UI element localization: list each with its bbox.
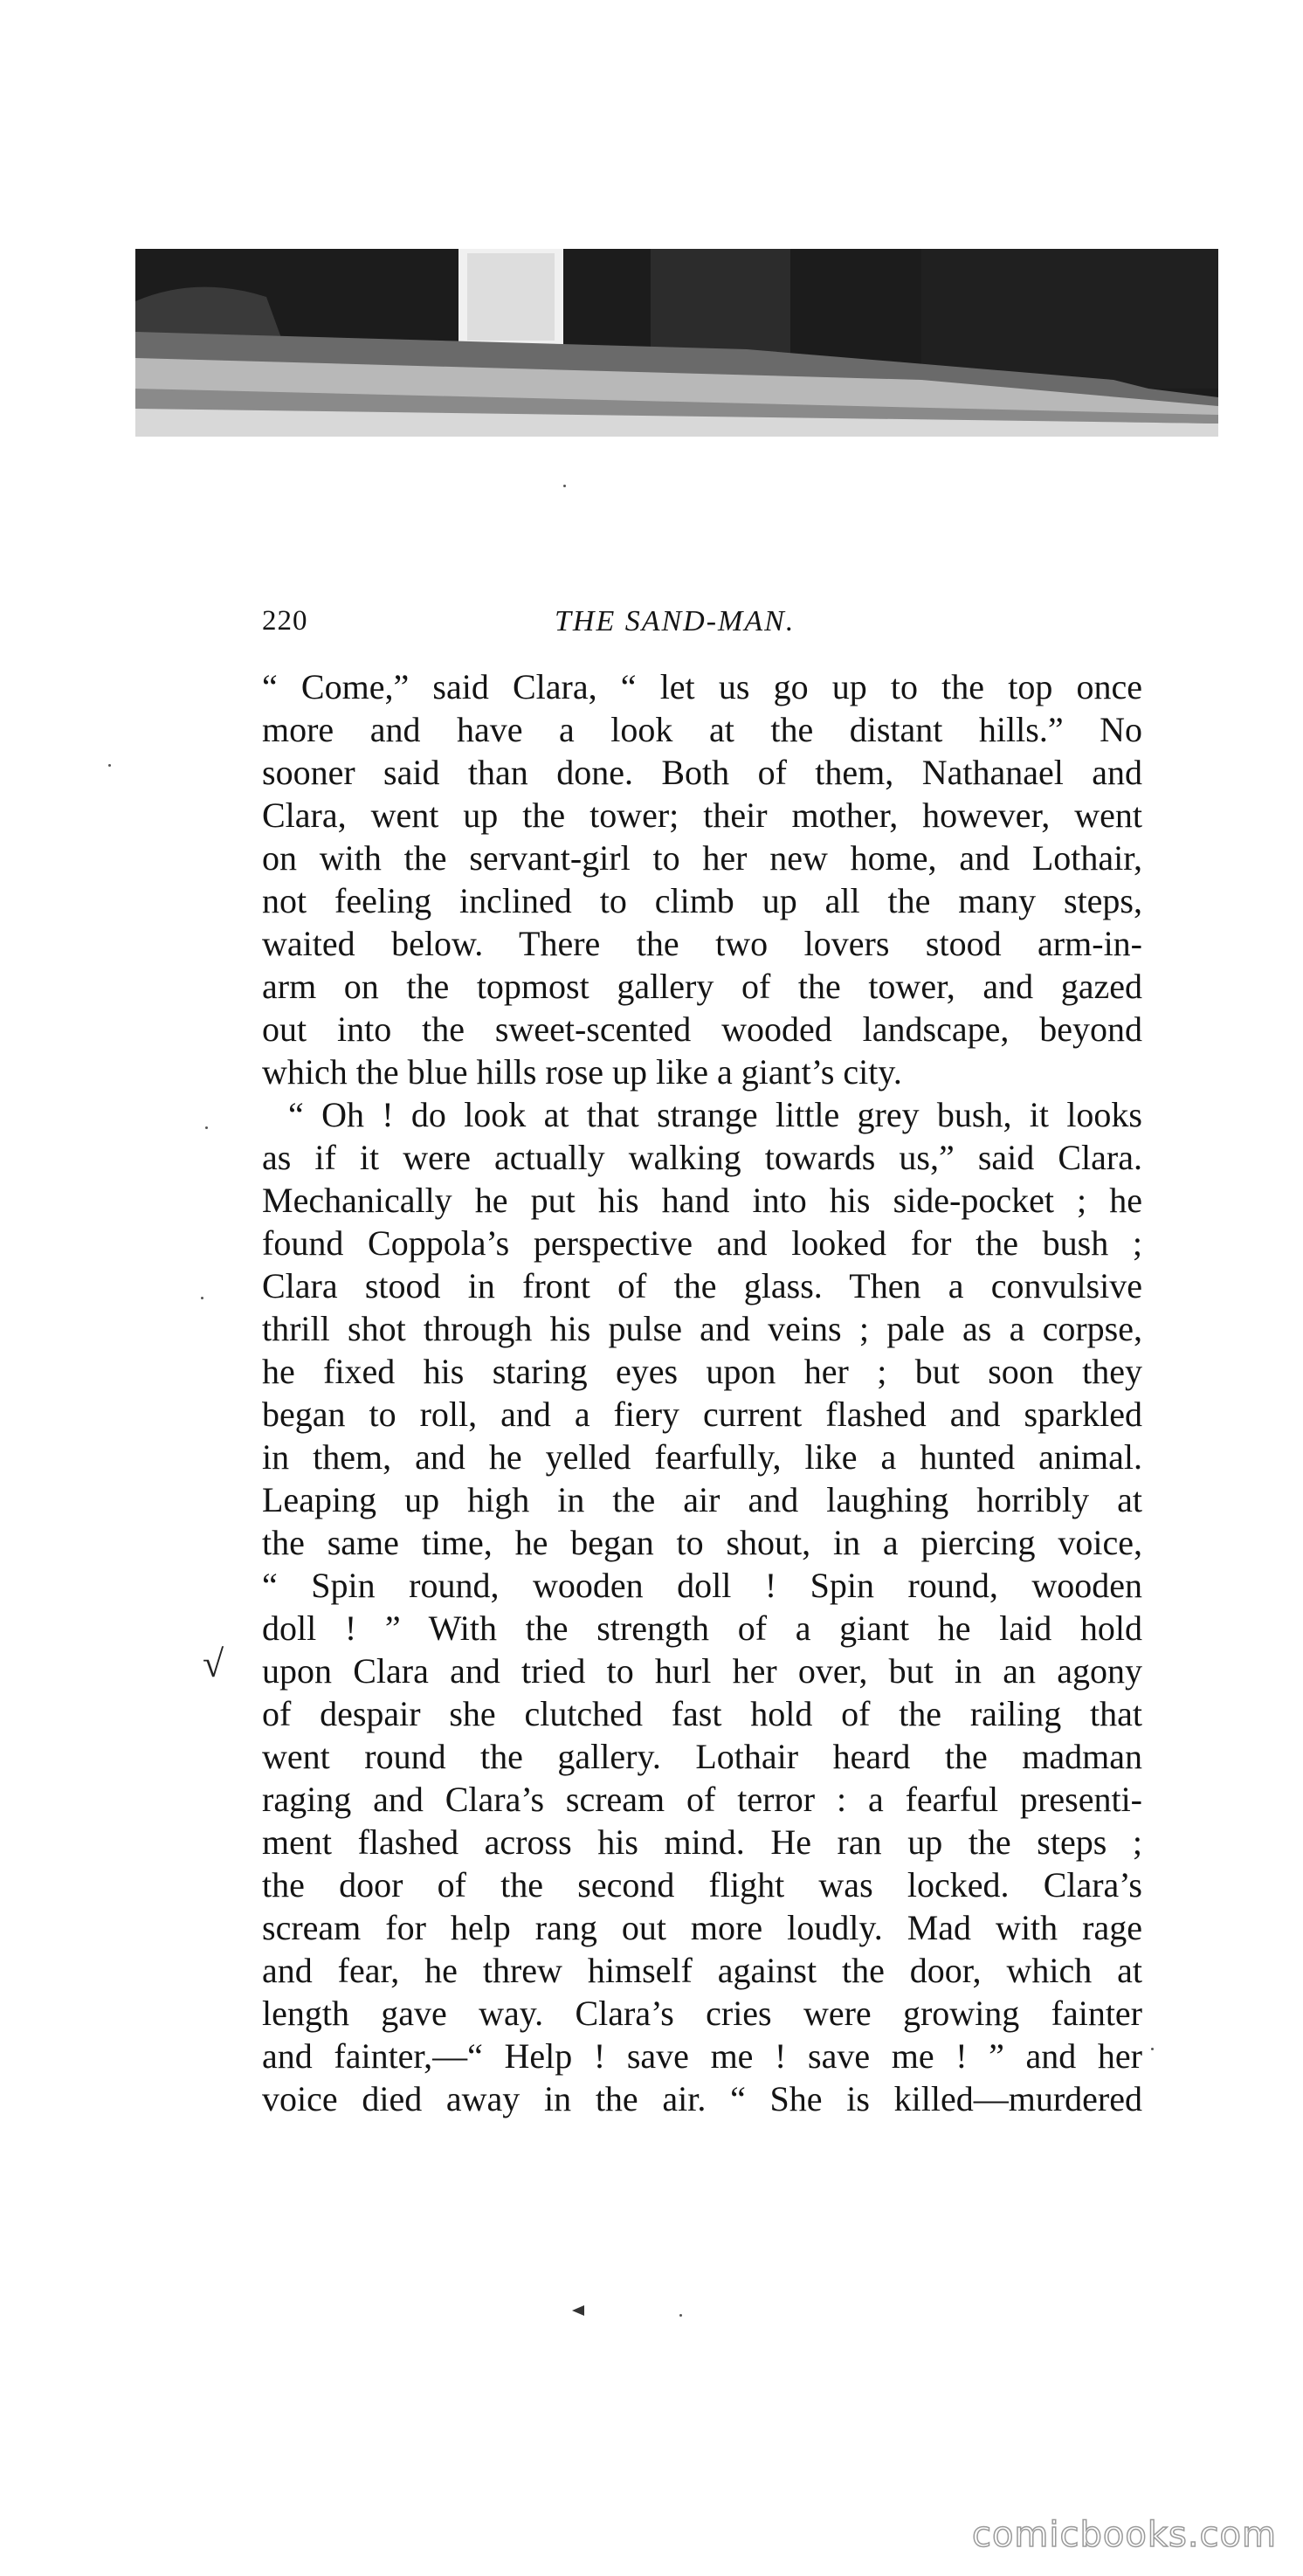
watermark: comicbooks.com bbox=[971, 2515, 1277, 2555]
speck bbox=[108, 764, 111, 767]
text-line: out into the sweet-scented wooded landscape, beyond bbox=[262, 1009, 1142, 1049]
text-line: and fainter,—“ Help ! save me ! save me ! ” and her bbox=[262, 2036, 1142, 2076]
arrow-left-icon bbox=[572, 2305, 584, 2316]
text-line: raging and Clara’s scream of terror : a fearful presenti- bbox=[262, 1780, 1142, 1819]
text-line: thrill shot through his pulse and veins ; pale as a corpse, bbox=[262, 1309, 1142, 1348]
speck bbox=[205, 1126, 208, 1129]
text-line: scream for help rang out more loudly. Mad with rage bbox=[262, 1908, 1142, 1947]
speck bbox=[563, 485, 566, 487]
text-line: arm on the topmost gallery of the tower, and gazed bbox=[262, 967, 1142, 1006]
text-line: Clara stood in front of the glass. Then a convulsive bbox=[262, 1266, 1142, 1305]
margin-check-mark: √ bbox=[203, 1643, 224, 1685]
text-line: doll ! ” With the strength of a giant he laid hold bbox=[262, 1608, 1142, 1648]
text-line: of despair she clutched fast hold of the railing that bbox=[262, 1694, 1142, 1733]
text-line: as if it were actually walking towards us,” said Clara. bbox=[262, 1138, 1142, 1177]
page-number: 220 bbox=[262, 605, 308, 637]
running-title: THE SAND-MAN. bbox=[555, 605, 796, 637]
illustration-icon bbox=[135, 249, 1218, 437]
text-line: the same time, he began to shout, in a piercing voice, bbox=[262, 1523, 1142, 1562]
speck bbox=[201, 1297, 203, 1299]
text-line: upon Clara and tried to hurl her over, but in an agony bbox=[262, 1651, 1142, 1691]
text-line: voice died away in the air. “ She is killed—murdered bbox=[262, 2079, 1142, 2118]
text-line: ment flashed across his mind. He ran up the steps ; bbox=[262, 1822, 1142, 1862]
text-line: sooner said than done. Both of them, Nathanael and bbox=[262, 753, 1142, 792]
text-line: the door of the second flight was locked. Clara’s bbox=[262, 1865, 1142, 1904]
text-line: which the blue hills rose up like a giant’s city. bbox=[262, 1052, 902, 1092]
speck bbox=[1151, 2048, 1154, 2050]
text-line: Leaping up high in the air and laughing horribly at bbox=[262, 1480, 1142, 1519]
text-line: in them, and he yelled fearfully, like a hunted animal. bbox=[262, 1437, 1142, 1477]
text-line: “ Spin round, wooden doll ! Spin round, wooden bbox=[262, 1566, 1142, 1605]
text-line: Clara, went up the tower; their mother, however, went bbox=[262, 796, 1142, 835]
page-header bbox=[262, 605, 1135, 647]
top-illustration-fragment bbox=[135, 249, 1218, 437]
text-line: more and have a look at the distant hills.” No bbox=[262, 710, 1142, 749]
text-line: “ Come,” said Clara, “ let us go up to the top once bbox=[262, 667, 1142, 706]
text-line: on with the servant-girl to her new home, and Lothair, bbox=[262, 838, 1142, 878]
text-line: not feeling inclined to climb up all the many steps, bbox=[262, 881, 1142, 920]
text-line: length gave way. Clara’s cries were growing fainter bbox=[262, 1994, 1142, 2033]
body-text bbox=[262, 665, 1142, 2120]
text-line: “ Oh ! do look at that strange little grey bush, it looks bbox=[288, 1095, 1142, 1134]
text-line: began to roll, and a fiery current flashed and sparkled bbox=[262, 1395, 1142, 1434]
text-line: and fear, he threw himself against the door, which at bbox=[262, 1951, 1142, 1990]
text-line: went round the gallery. Lothair heard the madman bbox=[262, 1737, 1142, 1776]
text-line: Mechanically he put his hand into his side-pocket ; he bbox=[262, 1181, 1142, 1220]
text-line: found Coppola’s perspective and looked for the bush ; bbox=[262, 1223, 1142, 1263]
speck bbox=[679, 2314, 682, 2317]
text-line: waited below. There the two lovers stood arm-in- bbox=[262, 924, 1142, 963]
text-line: he fixed his staring eyes upon her ; but soon they bbox=[262, 1352, 1142, 1391]
